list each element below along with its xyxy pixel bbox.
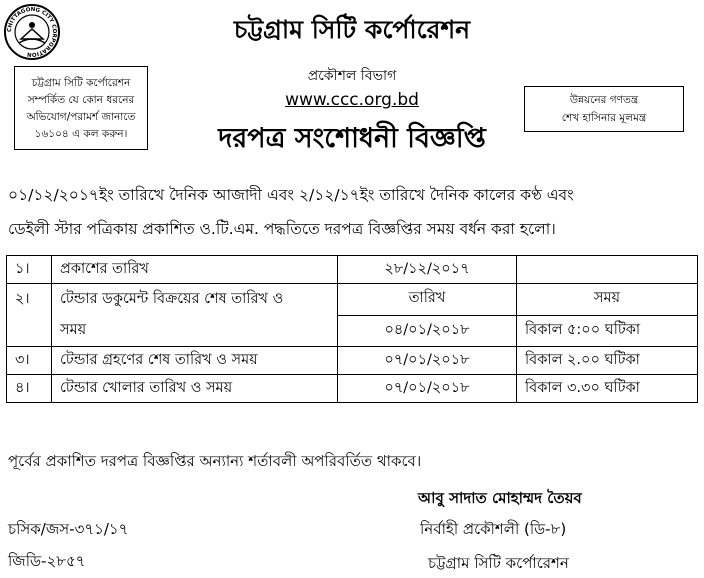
- signatory-name: আবু সাদাত মোহাম্মদ তৈয়ব: [418, 489, 582, 507]
- row-label-line-2: সময়: [60, 322, 87, 338]
- slogan-line-2: শেখ হাসিনার মূলমন্ত্র: [561, 112, 647, 124]
- complaint-line-1: চট্টগ্রাম সিটি কর্পোরেশন: [31, 77, 131, 89]
- notice-heading: দরপত্র সংশোধনী বিজ্ঞপ্তি: [218, 123, 486, 154]
- schedule-table: [6, 255, 698, 403]
- row-number: ৩।: [7, 347, 52, 375]
- row-date: ০৭/০১/২০১৮: [338, 347, 517, 375]
- reference-number: চসিক/জস-৩৭১/১৭: [8, 520, 129, 538]
- table-row: [7, 284, 698, 316]
- slogan-line-1: উন্নয়নের গণতন্ত্র: [569, 94, 639, 106]
- svg-text:CHITTAGONG CITY CORPORATION: CHITTAGONG CITY CORPORATION: [6, 6, 58, 58]
- complaint-line-3: অভিযোগ/পরামর্শ জানাতে: [26, 111, 136, 123]
- row-time: বিকাল ৫:০০ ঘটিকা: [517, 315, 698, 347]
- row-label: প্রকাশের তারিখ: [52, 256, 338, 284]
- table-row: [7, 375, 698, 403]
- row-label: টেন্ডার গ্রহণের শেষ তারিখ ও সময়: [52, 347, 338, 375]
- time-column-header: সময়: [517, 284, 698, 316]
- row-number: ১।: [7, 256, 52, 284]
- row-label-line-1: টেন্ডার ডকুমেন্ট বিক্রয়ের শেষ তারিখ ও: [60, 291, 284, 307]
- row-label: টেন্ডার খোলার তারিখ ও সময়: [52, 375, 338, 403]
- gd-number: জিডি-২৮৫৭: [8, 552, 86, 570]
- intro-line-1: ০১/১২/২০১৭ইং তারিখে দৈনিক আজাদী এবং ২/১২/১৭ইং তারিখে দৈনিক কালের কণ্ঠ এবং: [8, 186, 574, 204]
- row-time: বিকাল ২.০০ ঘটিকা: [517, 347, 698, 375]
- row-number: ২।: [7, 284, 52, 347]
- row-date: ২৮/১২/২০১৭: [338, 256, 517, 284]
- website-link[interactable]: www.ccc.org.bd: [285, 90, 419, 110]
- row-number: ৪।: [7, 375, 52, 403]
- row-label: [52, 284, 338, 347]
- signatory-organization: চট্টগ্রাম সিটি কর্পোরেশন: [428, 554, 569, 572]
- complaint-line-4: ১৬১০৪ এ কল করুন।: [34, 128, 128, 140]
- date-column-header: তারিখ: [338, 284, 517, 316]
- complaint-line-2: সম্পর্কিত যে কোন ধরনের: [27, 94, 135, 106]
- intro-line-2: ডেইলী স্টার পত্রিকায় প্রকাশিত ও.টি.এম. পদ্ধতিতে দরপত্র বিজ্ঞপ্তির সময় বর্ধন করা হলো।: [8, 220, 556, 238]
- page-title: চট্টগ্রাম সিটি কর্পোরেশন: [233, 15, 471, 44]
- row-date: ০৭/০১/২০১৮: [338, 375, 517, 403]
- signatory-designation: নির্বাহী প্রকৌশলী (ডি-৮): [420, 520, 567, 538]
- table-row: [7, 256, 698, 284]
- row-time-empty: [517, 256, 698, 284]
- department-label: প্রকৌশল বিভাগ: [307, 68, 397, 84]
- row-time: বিকাল ৩.৩০ ঘটিকা: [517, 375, 698, 403]
- footer-note: পূর্বের প্রকাশিত দরপত্র বিজ্ঞপ্তির অন্যান্য শর্তাবলী অপরিবর্তিত থাকবে।: [8, 452, 422, 470]
- row-date: ০৪/০১/২০১৮: [338, 315, 517, 347]
- table-row: [7, 347, 698, 375]
